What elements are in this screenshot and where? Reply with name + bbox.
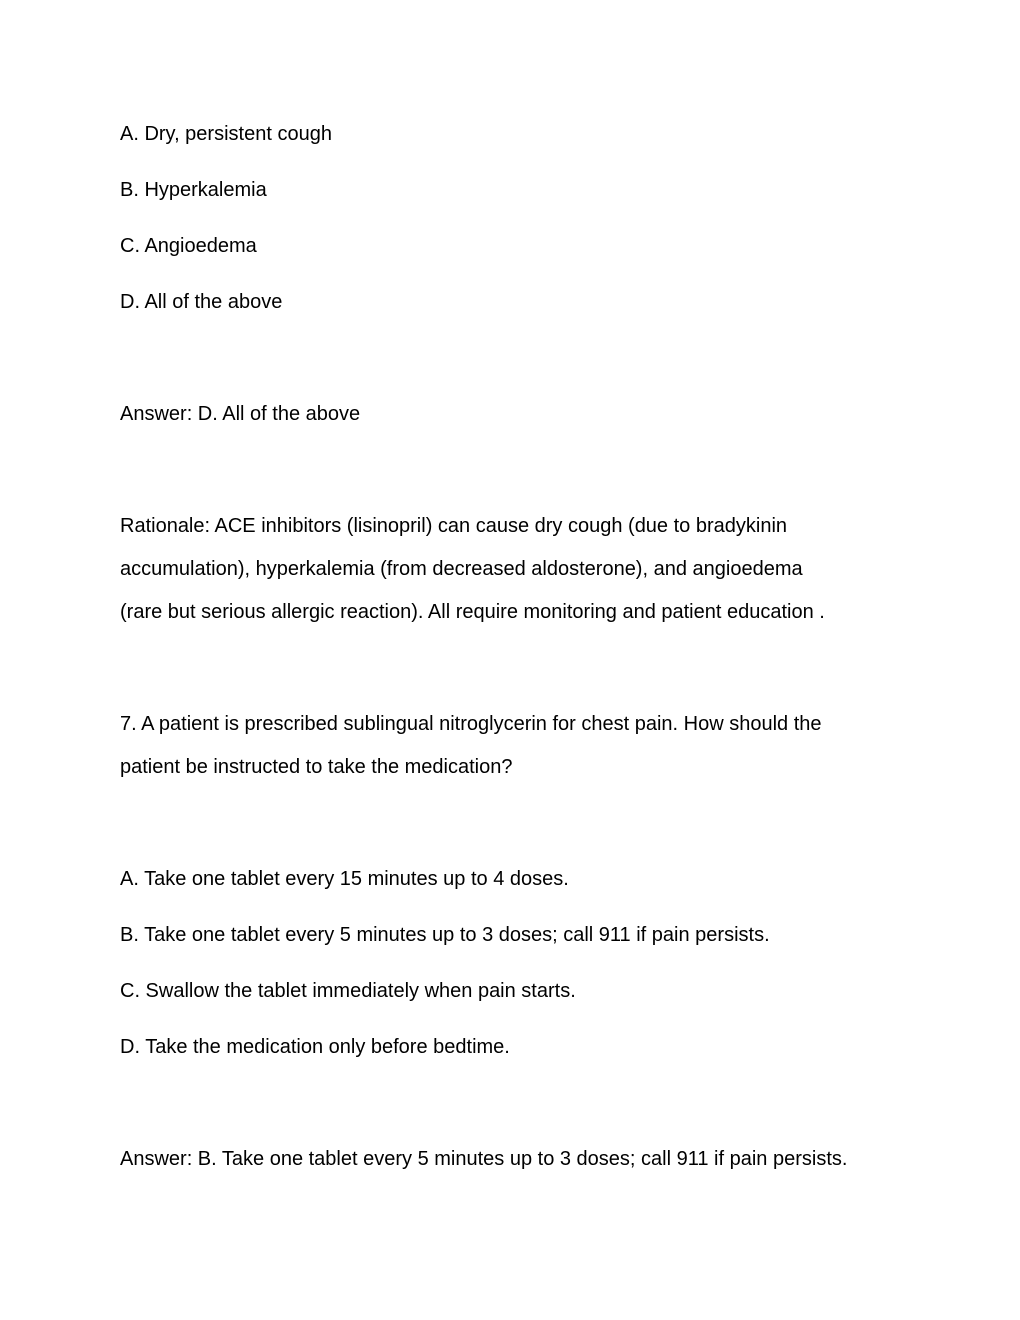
question-7-line-1: 7. A patient is prescribed sublingual nitroglycerin for chest pain. How should the (120, 713, 822, 735)
q7-option-b: B. Take one tablet every 5 minutes up to 3 doses; call 911 if pain persists. (120, 924, 770, 946)
rationale-line-3: (rare but serious allergic reaction). All require monitoring and patient education . (120, 601, 825, 623)
q7-answer-text: Answer: B. Take one tablet every 5 minutes up to 3 doses; call 911 if pain persists. (120, 1148, 848, 1170)
question-7-line-2: patient be instructed to take the medication? (120, 756, 513, 778)
q7-option-a: A. Take one tablet every 15 minutes up to 4 doses. (120, 868, 569, 890)
rationale-line-1: Rationale: ACE inhibitors (lisinopril) can cause dry cough (due to bradykinin (120, 515, 788, 537)
option-a: A. Dry, persistent cough (120, 123, 332, 145)
option-d: D. All of the above (120, 291, 283, 313)
answer-text: Answer: D. All of the above (120, 403, 361, 425)
q7-option-d: D. Take the medication only before bedtime. (120, 1036, 510, 1058)
q7-option-c: C. Swallow the tablet immediately when pain starts. (120, 980, 576, 1002)
rationale-line-2: accumulation), hyperkalemia (from decreased aldosterone), and angioedema (120, 558, 803, 580)
option-c: C. Angioedema (120, 235, 257, 257)
option-b: B. Hyperkalemia (120, 179, 267, 201)
